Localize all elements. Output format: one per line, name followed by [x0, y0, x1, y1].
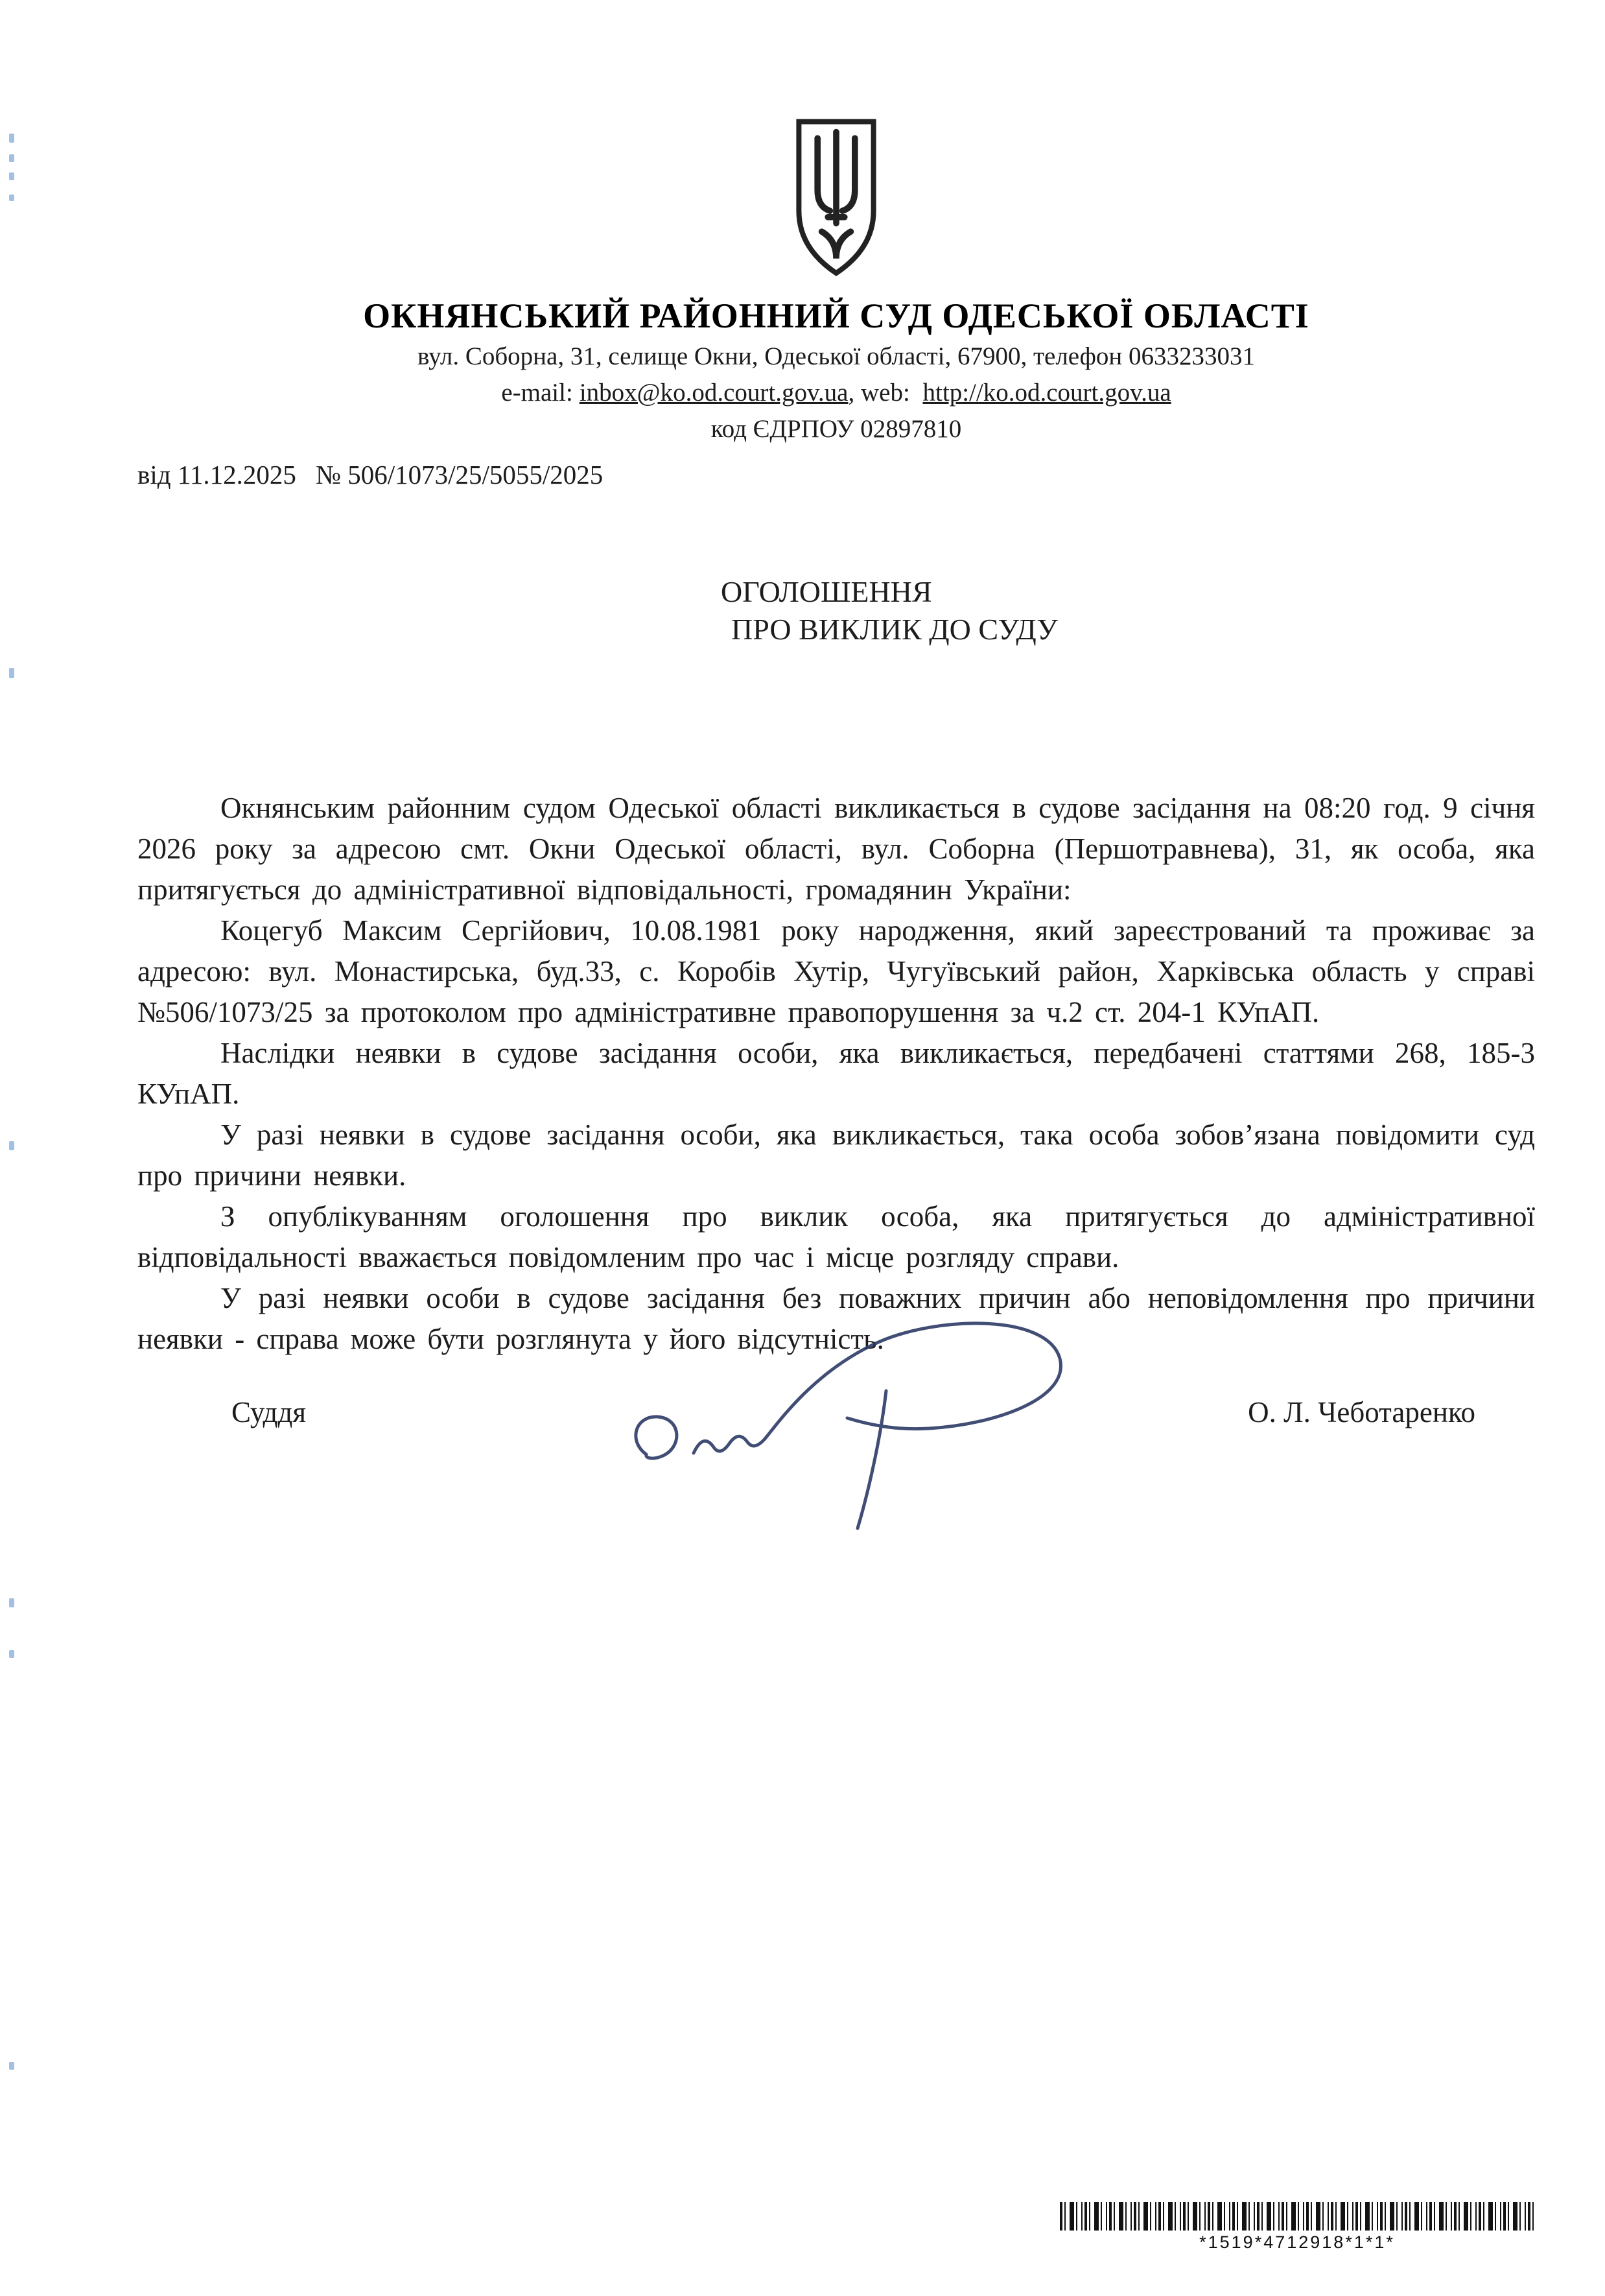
scan-artifact: [9, 1141, 14, 1150]
court-address: вул. Соборна, 31, селище Окни, Одеської області, 67900, телефон 0633233031: [417, 342, 1255, 370]
body-paragraph: У разі неявки в судове засідання особи, яка викликається, така особа зобов’язана повідомити суд про причини неявки.: [137, 1118, 1535, 1192]
judge-role-label: Суддя: [231, 1396, 307, 1428]
scan-artifact: [9, 2062, 14, 2070]
body-paragraph: Наслідки неявки в судове засідання особи, яка викликається, передбачені статтями 268, 185-3 КУпАП.: [137, 1037, 1535, 1110]
edrpou-code: код ЄДРПОУ 02897810: [710, 415, 962, 443]
scan-artifact: [9, 195, 14, 201]
scan-artifact: [9, 1650, 14, 1658]
barcode-block: [1060, 2202, 1534, 2253]
body-paragraph: Коцегуб Максим Сергійович, 10.08.1981 року народження, який зареєстрований та проживає за адресою: вул. Монастирська, буд.33, с. Коробів Хутір, Чугуївський район, Харківська область у справі №506/1073/25 за протоколом про адміністративне правопорушення за ч.2 ст. 204-1 КУпАП.: [137, 914, 1535, 1028]
web-label: , web:: [848, 379, 910, 407]
document-reference-line: [137, 459, 1535, 490]
body-paragraph: У разі неявки особи в судове засідання без поважних причин або неповідомлення про причини неявки - справа може бути розглянута у його відсутність.: [137, 1282, 1535, 1355]
edrpou-line: [137, 413, 1535, 445]
case-number: № 506/1073/25/5055/2025: [315, 460, 603, 490]
body-paragraph: З опублікуванням оголошення про виклик особа, яка притягується до адміністративної відповідальності вважається повідомленим про час і місце розгляду справи.: [137, 1200, 1535, 1273]
document-title: [721, 573, 1535, 648]
scan-artifact: [9, 154, 14, 162]
document-body: [137, 788, 1535, 1360]
coat-of-arms-ukraine-icon: [784, 115, 888, 281]
scan-artifact: [9, 668, 14, 678]
barcode-caption: *1519*4712918*1*1*: [1199, 2232, 1395, 2252]
handwritten-signature: [606, 1313, 1099, 1546]
title-line-2: ПРО ВИКЛИК ДО СУДУ: [731, 613, 1058, 646]
body-paragraph: Окнянським районним судом Одеської області викликається в судове засідання на 08:20 год. 9 січня 2026 року за адресою смт. Окни Одеської області, вул. Соборна (Першотравнева), 31, як особа, яка притягується до адміністративної відповідальності, громадянин України:: [137, 792, 1535, 906]
scan-artifact: [9, 172, 14, 180]
judge-name: О. Л. Чеботаренко: [1248, 1396, 1475, 1428]
email-link[interactable]: inbox@ko.od.court.gov.ua: [579, 379, 849, 407]
title-line-1: ОГОЛОШЕННЯ: [721, 575, 932, 608]
court-name-heading: ОКНЯНСЬКИЙ РАЙОННИЙ СУД ОДЕСЬКОЇ ОБЛАСТІ: [363, 296, 1309, 335]
email-label: e-mail:: [501, 379, 573, 407]
scan-artifact: [9, 1598, 14, 1607]
scan-artifact: [9, 134, 14, 143]
court-contacts-line: [137, 377, 1535, 408]
barcode-icon: [1060, 2202, 1534, 2231]
document-date: від 11.12.2025: [137, 460, 296, 490]
court-address-line: [137, 340, 1535, 372]
web-link[interactable]: http://ko.od.court.gov.ua: [922, 379, 1171, 407]
document-content: [137, 115, 1535, 1429]
